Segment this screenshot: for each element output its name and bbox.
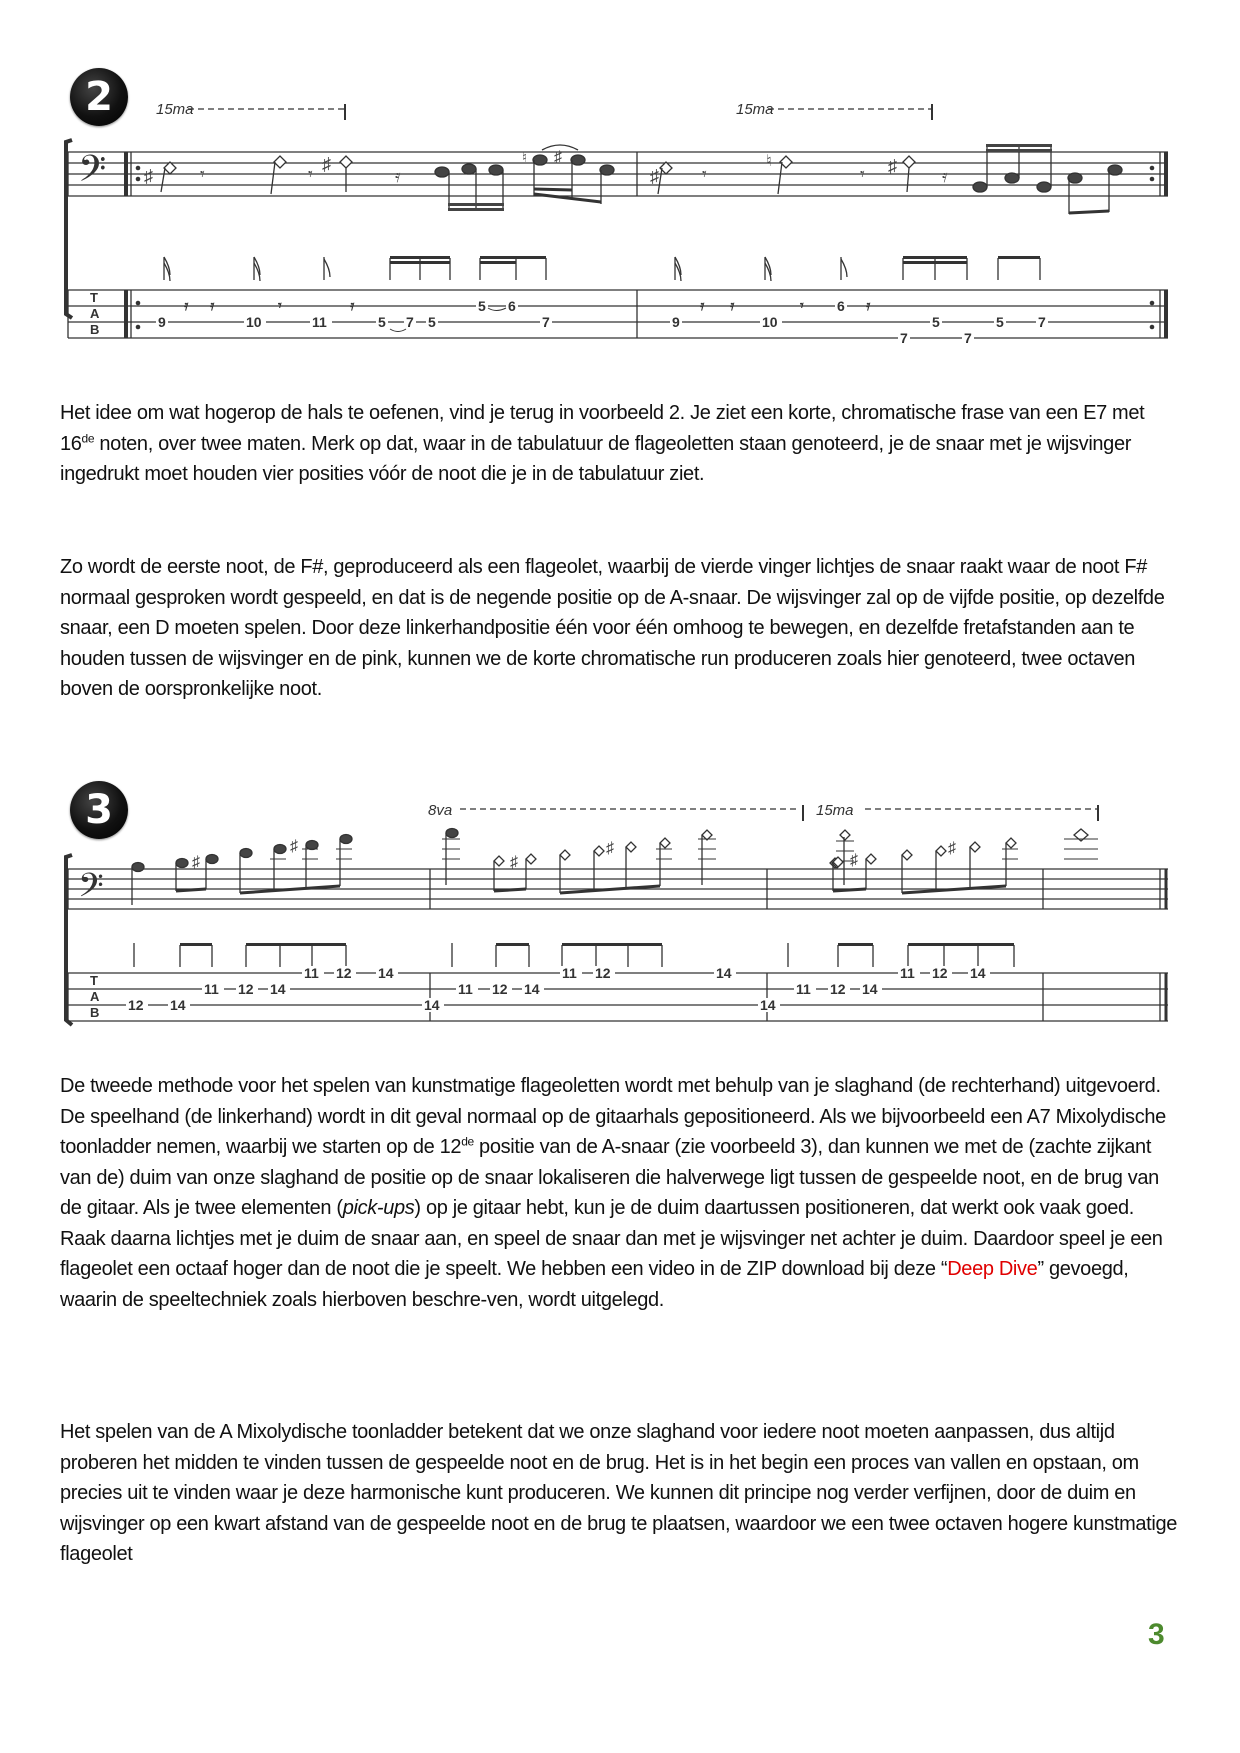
svg-text:♯: ♯: [290, 838, 298, 855]
tab-number: 11: [312, 314, 327, 330]
svg-text:𝄿: 𝄿: [395, 166, 401, 186]
tab-number: 5: [932, 314, 940, 330]
example-2-notation: [60, 62, 1180, 362]
svg-text:♯: ♯: [192, 854, 200, 871]
paragraph-4: Het spelen van de A Mixolydische toonladder betekent dat we onze slaghand voor iedere noot moeten aanpassen, dus altijd proberen het midden te vinden tussen de gespeelde noot en de brug. Het is in het begin een proces van vallen en opstaan, om precies uit te vinden waar je deze harmonische kunt produceren. We kunnen dit principe nog verder verfijnen, door de duim en wijsvinger op een kwart afstand van de gespeelde noot en de brug te plaatsen, waardoor we een twee octaven hogere kunstmatige flageolet: [60, 1421, 1178, 1565]
svg-text:𝄿: 𝄿: [730, 297, 735, 313]
tab-number: 12: [492, 981, 508, 997]
tab-number: 5: [996, 314, 1004, 330]
tab-number: 14: [716, 965, 732, 981]
tab-number: 6: [508, 298, 516, 314]
svg-text:𝄿: 𝄿: [350, 297, 355, 313]
tab-number: 14: [862, 981, 878, 997]
svg-text:𝄿: 𝄿: [210, 297, 215, 313]
tab-numbers-bar1: [156, 297, 552, 332]
example-number-badge: 3: [70, 781, 128, 839]
tab-number: 12: [595, 965, 611, 981]
tab-number: 12: [830, 981, 846, 997]
tab-staff: [68, 973, 1168, 1021]
tab-number: 11: [900, 965, 915, 981]
tab-number: 11: [204, 981, 219, 997]
tab-number: 6: [837, 298, 845, 314]
tab-number: 9: [672, 314, 680, 330]
example-2-score: [60, 62, 1180, 362]
bar2-notes: [650, 144, 1122, 214]
tab-number: 5: [428, 314, 436, 330]
svg-text:𝄾: 𝄾: [860, 164, 865, 184]
bar1-notes: [144, 145, 614, 211]
tab-number: 11: [796, 981, 811, 997]
tab-clef-a: A: [90, 989, 100, 1004]
bass-clef-icon: 𝄢: [78, 149, 107, 198]
paragraph-1: Het idee om wat hogerop de hals te oefenen, vind je terug in voorbeeld 2. Je ziet een korte, chromatische frase van een E7 met 16de noten, over twee maten. Merk op dat, waar in de tabulatuur de flageoletten staan genoteerd, je de snaar met je wijsvinger ingedrukt moet houden vier posities vóór de noot die je in de tabulatuur ziet.: [60, 402, 1145, 485]
bar4-notes: [1064, 829, 1098, 859]
svg-text:♯: ♯: [510, 854, 518, 871]
svg-text:𝄾: 𝄾: [308, 164, 313, 184]
tab-number: 7: [1038, 314, 1046, 330]
svg-text:𝄿: 𝄿: [700, 297, 705, 313]
rhythm-notation: [134, 943, 1014, 967]
tab-number: 12: [128, 997, 144, 1013]
tab-number: 12: [238, 981, 254, 997]
tab-number: 12: [932, 965, 948, 981]
tab-clef-b: B: [90, 1005, 100, 1020]
tab-number: 14: [760, 997, 776, 1013]
bar3-eighths: [830, 775, 842, 868]
tab-number: 14: [424, 997, 440, 1013]
ottava-mark: 15ma: [156, 101, 194, 118]
tab-number: 7: [406, 314, 414, 330]
deep-dive-highlight: Deep Dive: [947, 1258, 1038, 1280]
tab-number: 14: [270, 981, 286, 997]
tab-number: 5: [378, 314, 386, 330]
tab-clef-a: A: [90, 306, 100, 321]
bar3-run: [60, 775, 842, 871]
svg-text:𝄾: 𝄾: [278, 297, 282, 313]
tab-clef-t: T: [90, 973, 98, 988]
svg-text:♯: ♯: [888, 156, 897, 176]
tab-number: 14: [378, 965, 394, 981]
svg-text:𝄾: 𝄾: [800, 297, 804, 313]
tab-number: 11: [562, 965, 577, 981]
bar2-notes: [442, 829, 716, 894]
bar3-notes-drawn: [833, 838, 1018, 893]
tab-number: 10: [762, 314, 778, 330]
svg-text:♯: ♯: [554, 149, 562, 166]
svg-text:𝄾: 𝄾: [200, 164, 205, 184]
paragraph-3: De tweede methode voor het spelen van kunstmatige flageoletten wordt met behulp van je slaghand (de rechterhand) uitgevoerd. De speelhand (de linkerhand) wordt in dit geval normaal op de gitaarhals gepositioneerd. Als we bijvoorbeeld een A7 Mixolydische toonladder nemen, waarbij we starten op de 12de positie van de A-snaar (zie voorbeeld 3), dan kunnen we met de (zachte zijkant van de) duim van onze slaghand de positie op de snaar lokaliseren die halverwege ligt tussen de gespeelde noot, en de brug van de gitaar. Als je twee elementen (pick-ups) op je gitaar hebt, kun je de duim daartussen positioneren, dat werkt ook vaak goed. Raak daarna lichtjes met je duim de snaar aan, en speel de snaar dan met je wijsvinger net achter je duim. Daardoor speel je een flageolet een octaaf hoger dan de noot die je speelt. We hebben een video in de ZIP download bij deze “Deep Dive” gevoegd, waarin de speeltechniek zoals hierboven beschre-ven, wordt uitgelegd.: [60, 1075, 1166, 1311]
example-3-notation: [60, 775, 1180, 1045]
example-3-score: [60, 775, 1180, 1045]
ottava-mark: 15ma: [736, 101, 774, 118]
bass-staff: [68, 152, 1168, 196]
svg-text:𝄿: 𝄿: [184, 297, 189, 313]
tab-number: 12: [336, 965, 352, 981]
example-number-badge: 2: [70, 68, 128, 126]
svg-text:♮: ♮: [522, 149, 528, 165]
tab-number: 7: [542, 314, 550, 330]
tab-number: 14: [970, 965, 986, 981]
tab-number: 7: [964, 330, 972, 346]
page-number: 3: [1148, 1618, 1165, 1651]
svg-text:♯: ♯: [650, 166, 659, 186]
tab-number: 10: [246, 314, 262, 330]
svg-text:𝄾: 𝄾: [702, 164, 707, 184]
tab-number: 5: [478, 298, 486, 314]
bass-clef-icon: 𝄢: [78, 868, 104, 912]
tab-clef-t: T: [90, 290, 98, 305]
tab-number: 14: [524, 981, 540, 997]
system-bracket: [66, 855, 72, 1025]
tab-number: 11: [304, 965, 319, 981]
svg-text:♯: ♯: [948, 840, 956, 857]
svg-text:♯: ♯: [606, 840, 614, 857]
tab-number: 7: [900, 330, 908, 346]
tab-number: 11: [458, 981, 473, 997]
ottava-mark: 15ma: [816, 802, 854, 819]
ottava-mark: 8va: [428, 802, 453, 819]
tab-number: 14: [170, 997, 186, 1013]
paragraph-2: Zo wordt de eerste noot, de F#, geproduceerd als een flageolet, waarbij de vierde vinger lichtjes de snaar raakt waar de noot F# normaal gesproken wordt gespeeld, en dat is de negende positie op de A-snaar. De wijsvinger zal op de vijfde positie, op dezelfde snaar, een D moeten spelen. Door deze linkerhandpositie één voor één omhoog te bewegen, en dezelfde fretafstanden aan te houden tussen de wijsvinger en de pink, kunnen we de korte chromatische run produceren zoals hier genoteerd, twee octaven boven de oorspronkelijke noot.: [60, 556, 1165, 700]
rhythm-notation: [164, 256, 1040, 281]
bar1-notes: [132, 835, 352, 906]
tab-number: 9: [158, 314, 166, 330]
svg-text:𝄿: 𝄿: [866, 297, 871, 313]
tab-clef-b: B: [90, 322, 100, 337]
svg-text:𝄿: 𝄿: [942, 166, 948, 186]
svg-text:♮: ♮: [766, 153, 772, 170]
italic-term: pick-ups: [342, 1197, 415, 1219]
svg-text:♯: ♯: [322, 154, 331, 174]
svg-text:♯: ♯: [144, 166, 153, 186]
system-bracket: [66, 140, 72, 318]
svg-text:♯: ♯: [850, 852, 858, 869]
